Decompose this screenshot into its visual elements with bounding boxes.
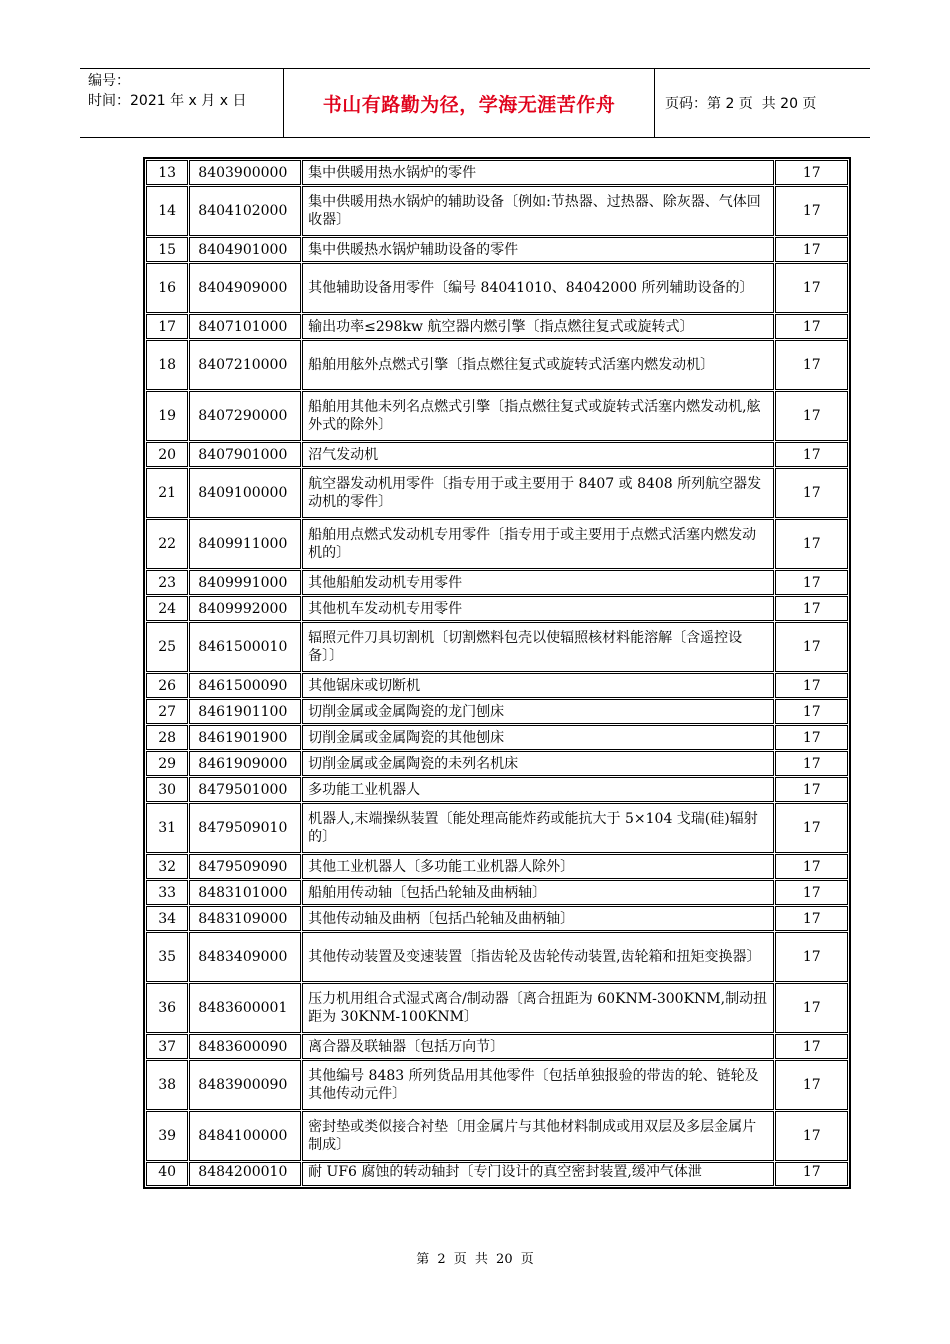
table-row (146, 1034, 848, 1059)
rate-cell: 17 (775, 1034, 848, 1059)
row-number-cell: 18 (146, 340, 188, 390)
table-row (146, 596, 848, 621)
table-row (146, 983, 848, 1033)
row-number-cell: 32 (146, 854, 188, 879)
rate-cell: 17 (775, 570, 848, 595)
commodity-code-cell: 8409911000 (189, 519, 301, 569)
row-number-cell: 17 (146, 314, 188, 339)
rate-cell: 17 (775, 237, 848, 262)
row-number-cell: 21 (146, 468, 188, 518)
rate-cell: 17 (775, 314, 848, 339)
commodity-code-cell: 8483600001 (189, 983, 301, 1033)
table-row (146, 186, 848, 236)
table-row (146, 622, 848, 672)
commodity-code-cell: 8404901000 (189, 237, 301, 262)
table-row (146, 442, 848, 467)
row-number-cell: 19 (146, 391, 188, 441)
description-cell: 船舶用舷外点燃式引擎〔指点燃往复式或旋转式活塞内燃发动机〕 (302, 340, 774, 390)
commodity-code-cell: 8407101000 (189, 314, 301, 339)
description-cell: 其他锯床或切断机 (302, 673, 774, 698)
row-number-cell: 34 (146, 906, 188, 931)
row-number-cell: 31 (146, 803, 188, 853)
row-number-cell: 15 (146, 237, 188, 262)
rate-cell: 17 (775, 186, 848, 236)
row-number-cell: 29 (146, 751, 188, 776)
rate-cell: 17 (775, 673, 848, 698)
commodity-code-cell: 8461500010 (189, 622, 301, 672)
description-cell: 其他辅助设备用零件〔编号 84041010、84042000 所列辅助设备的〕 (302, 263, 774, 313)
page-header (80, 68, 870, 138)
description-cell: 辐照元件刀具切割机〔切割燃料包壳以使辐照核材料能溶解〔含遥控设备〕〕 (302, 622, 774, 672)
description-cell: 其他编号 8483 所列货品用其他零件〔包括单独报验的带齿的轮、链轮及其他传动元件〕 (302, 1060, 774, 1110)
commodity-code-cell: 8461500090 (189, 673, 301, 698)
description-cell: 其他机车发动机专用零件 (302, 596, 774, 621)
description-cell: 船舶用传动轴〔包括凸轮轴及曲柄轴〕 (302, 880, 774, 905)
row-number-cell: 28 (146, 725, 188, 750)
description-cell: 机器人,末端操纵装置〔能处理高能炸药或能抗大于 5×104 戈瑞(硅)辐射的〕 (302, 803, 774, 853)
commodity-code-cell: 8483109000 (189, 906, 301, 931)
commodity-code-cell: 8483101000 (189, 880, 301, 905)
commodity-code-cell: 8461901900 (189, 725, 301, 750)
row-number-cell: 14 (146, 186, 188, 236)
header-page-label: 页码：第 2 页 共 20 页 (665, 96, 817, 112)
row-number-cell: 24 (146, 596, 188, 621)
description-cell: 压力机用组合式湿式离合/制动器〔离合扭距为 60KNM-300KNM,制动扭距为 30KNM-100KNM〕 (302, 983, 774, 1033)
table-row (146, 263, 848, 313)
table-row (146, 340, 848, 390)
header-meta (80, 69, 283, 137)
table-row (146, 160, 848, 185)
description-cell: 集中供暖热水锅炉辅助设备的零件 (302, 237, 774, 262)
row-number-cell: 13 (146, 160, 188, 185)
description-cell: 输出功率≤298kw 航空器内燃引擎〔指点燃往复式或旋转式〕 (302, 314, 774, 339)
table-row (146, 932, 848, 982)
description-cell: 其他船舶发动机专用零件 (302, 570, 774, 595)
table-row (146, 519, 848, 569)
description-cell: 切削金属或金属陶瓷的龙门刨床 (302, 699, 774, 724)
tariff-table-body (146, 160, 848, 1186)
table-row (146, 673, 848, 698)
rate-cell: 17 (775, 983, 848, 1033)
description-cell: 切削金属或金属陶瓷的未列名机床 (302, 751, 774, 776)
row-number-cell: 16 (146, 263, 188, 313)
commodity-code-cell: 8461901100 (189, 699, 301, 724)
commodity-code-cell: 8461909000 (189, 751, 301, 776)
row-number-cell: 33 (146, 880, 188, 905)
rate-cell: 17 (775, 596, 848, 621)
table-row (146, 777, 848, 802)
description-cell: 多功能工业机器人 (302, 777, 774, 802)
commodity-code-cell: 8407210000 (189, 340, 301, 390)
page-footer: 第 2 页 共 20 页 (416, 1252, 534, 1267)
commodity-code-cell: 8409992000 (189, 596, 301, 621)
description-cell: 离合器及联轴器〔包括万向节〕 (302, 1034, 774, 1059)
table-row (146, 468, 848, 518)
rate-cell: 17 (775, 1162, 848, 1186)
commodity-code-cell: 8483600090 (189, 1034, 301, 1059)
commodity-code-cell: 8404102000 (189, 186, 301, 236)
rate-cell: 17 (775, 854, 848, 879)
commodity-code-cell: 8403900000 (189, 160, 301, 185)
description-cell: 其他传动装置及变速装置〔指齿轮及齿轮传动装置,齿轮箱和扭矩变换器〕 (302, 932, 774, 982)
description-cell: 密封垫或类似接合衬垫〔用金属片与其他材料制成或用双层及多层金属片制成〕 (302, 1111, 774, 1161)
table-row (146, 1111, 848, 1161)
rate-cell: 17 (775, 1060, 848, 1110)
description-cell: 集中供暖用热水锅炉的辅助设备〔例如:节热器、过热器、除灰器、气体回收器〕 (302, 186, 774, 236)
row-number-cell: 37 (146, 1034, 188, 1059)
table-row (146, 314, 848, 339)
description-cell: 集中供暖用热水锅炉的零件 (302, 160, 774, 185)
description-cell: 其他工业机器人〔多功能工业机器人除外〕 (302, 854, 774, 879)
description-cell: 船舶用点燃式发动机专用零件〔指专用于或主要用于点燃式活塞内燃发动机的〕 (302, 519, 774, 569)
row-number-cell: 26 (146, 673, 188, 698)
row-number-cell: 27 (146, 699, 188, 724)
commodity-code-cell: 8484200010 (189, 1162, 301, 1186)
rate-cell: 17 (775, 468, 848, 518)
rate-cell: 17 (775, 160, 848, 185)
commodity-code-cell: 8409991000 (189, 570, 301, 595)
commodity-code-cell: 8404909000 (189, 263, 301, 313)
rate-cell: 17 (775, 880, 848, 905)
header-page-info (655, 69, 870, 137)
row-number-cell: 39 (146, 1111, 188, 1161)
description-cell: 航空器发动机用零件〔指专用于或主要用于 8407 或 8408 所列航空器发动机的零件〕 (302, 468, 774, 518)
table-row (146, 751, 848, 776)
table-row (146, 906, 848, 931)
row-number-cell: 38 (146, 1060, 188, 1110)
commodity-code-cell: 8409100000 (189, 468, 301, 518)
commodity-code-cell: 8483409000 (189, 932, 301, 982)
commodity-code-cell: 8483900090 (189, 1060, 301, 1110)
commodity-code-cell: 8484100000 (189, 1111, 301, 1161)
commodity-code-cell: 8407290000 (189, 391, 301, 441)
rate-cell: 17 (775, 725, 848, 750)
rate-cell: 17 (775, 391, 848, 441)
rate-cell: 17 (775, 699, 848, 724)
rate-cell: 17 (775, 751, 848, 776)
document-date-label: 时间：2021 年 x 月 x 日 (88, 93, 247, 109)
description-cell: 耐 UF6 腐蚀的转动轴封〔专门设计的真空密封装置,缓冲气体泄 (302, 1162, 774, 1186)
row-number-cell: 23 (146, 570, 188, 595)
row-number-cell: 25 (146, 622, 188, 672)
commodity-code-cell: 8479509090 (189, 854, 301, 879)
rate-cell: 17 (775, 442, 848, 467)
row-number-cell: 22 (146, 519, 188, 569)
commodity-code-cell: 8479501000 (189, 777, 301, 802)
document-number-label: 编号： (88, 73, 130, 89)
rate-cell: 17 (775, 519, 848, 569)
rate-cell: 17 (775, 777, 848, 802)
table-row (146, 1162, 848, 1186)
tariff-table (145, 159, 849, 1187)
table-row (146, 854, 848, 879)
commodity-code-cell: 8479509010 (189, 803, 301, 853)
header-motto: 书山有路勤为径，学海无涯苦作舟 (283, 69, 655, 137)
rate-cell: 17 (775, 1111, 848, 1161)
row-number-cell: 36 (146, 983, 188, 1033)
rate-cell: 17 (775, 932, 848, 982)
description-cell: 切削金属或金属陶瓷的其他刨床 (302, 725, 774, 750)
rate-cell: 17 (775, 263, 848, 313)
commodity-code-cell: 8407901000 (189, 442, 301, 467)
table-row (146, 1060, 848, 1110)
rate-cell: 17 (775, 340, 848, 390)
table-row (146, 880, 848, 905)
table-row (146, 699, 848, 724)
table-row (146, 570, 848, 595)
table-row (146, 803, 848, 853)
row-number-cell: 30 (146, 777, 188, 802)
description-cell: 沼气发动机 (302, 442, 774, 467)
description-cell: 其他传动轴及曲柄〔包括凸轮轴及曲柄轴〕 (302, 906, 774, 931)
tariff-table-frame (143, 157, 851, 1189)
table-row (146, 391, 848, 441)
description-cell: 船舶用其他未列名点燃式引擎〔指点燃往复式或旋转式活塞内燃发动机,舷外式的除外〕 (302, 391, 774, 441)
rate-cell: 17 (775, 803, 848, 853)
rate-cell: 17 (775, 906, 848, 931)
rate-cell: 17 (775, 622, 848, 672)
row-number-cell: 35 (146, 932, 188, 982)
row-number-cell: 40 (146, 1162, 188, 1186)
table-row (146, 725, 848, 750)
table-row (146, 237, 848, 262)
row-number-cell: 20 (146, 442, 188, 467)
